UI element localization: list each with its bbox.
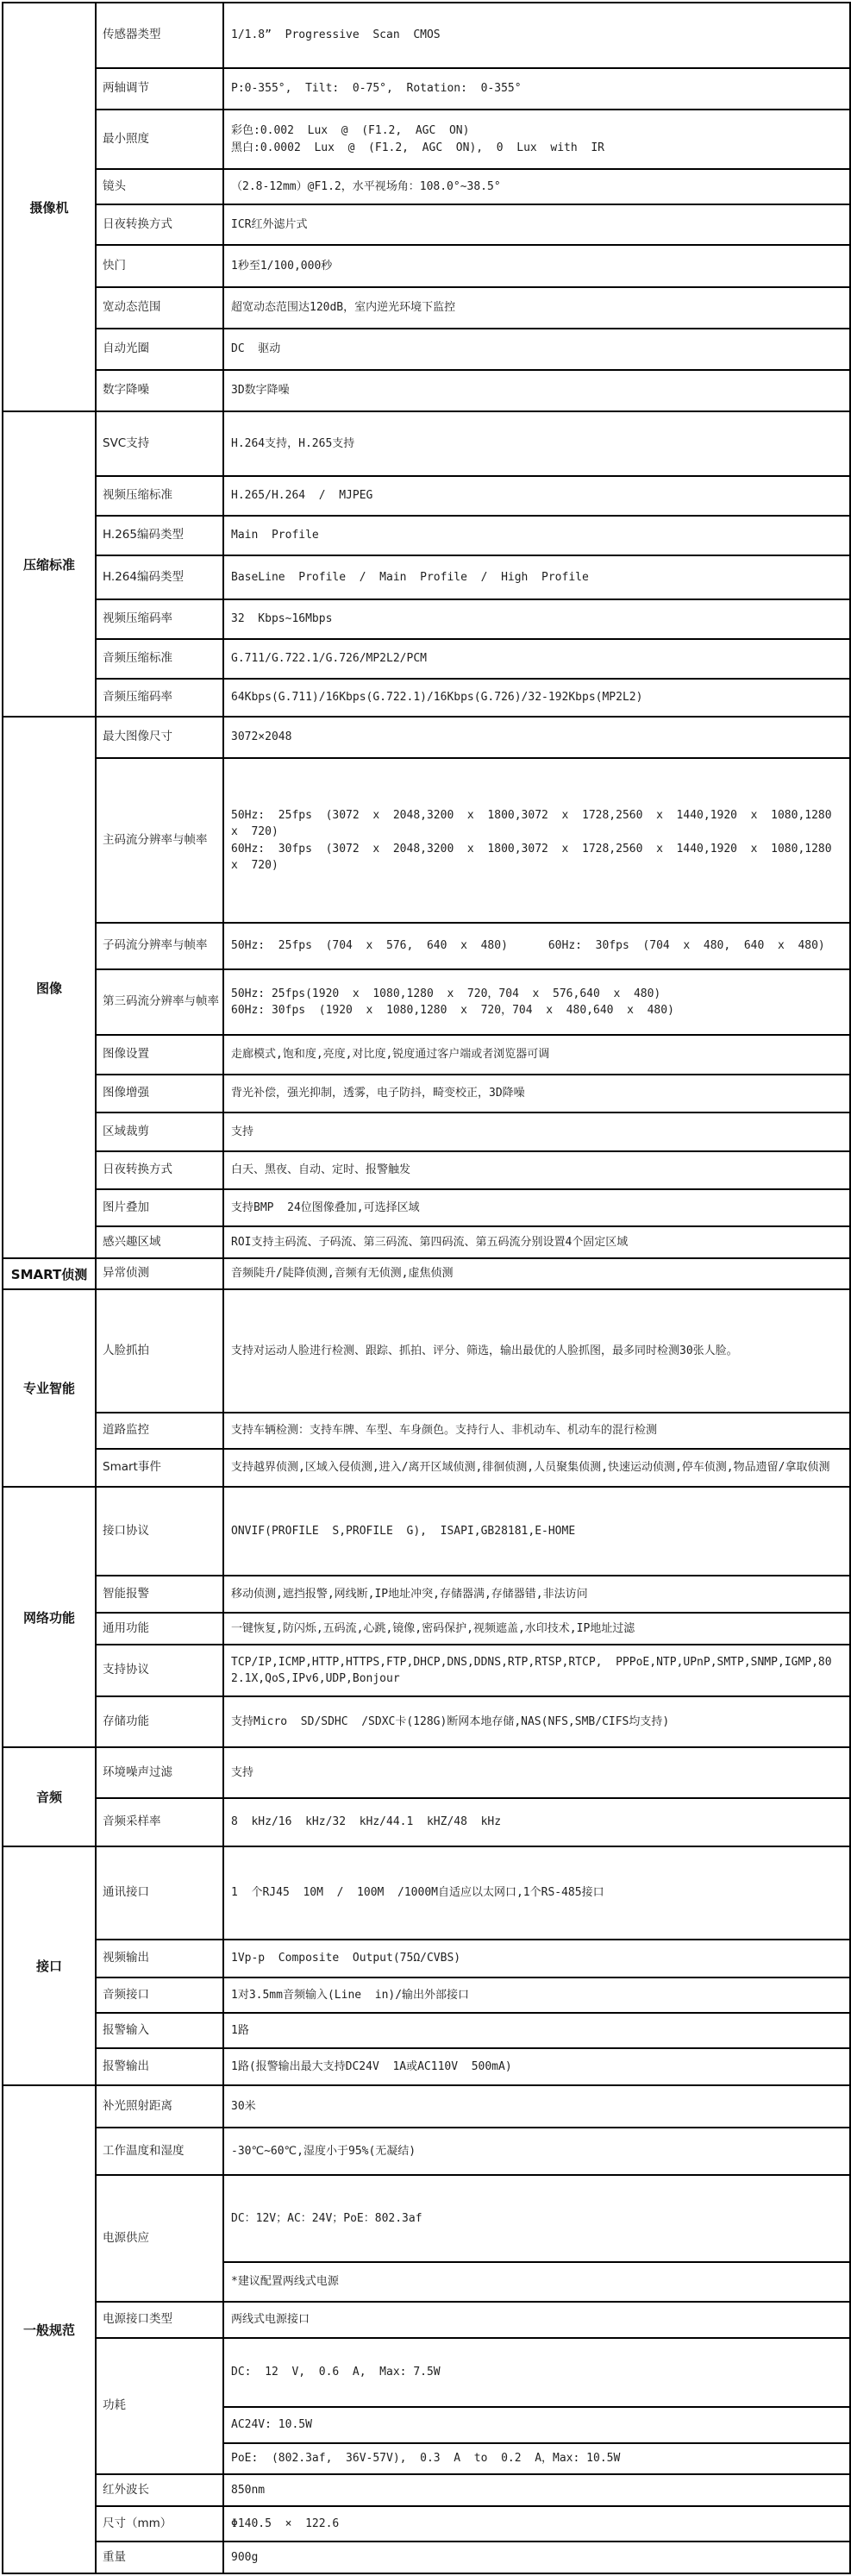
spec-value: DC: 12 V, 0.6 A, Max: 7.5W	[223, 2338, 850, 2407]
spec-row	[3, 1940, 850, 1977]
spec-value: -30℃~60℃,湿度小于95%(无凝结)	[223, 2128, 850, 2175]
spec-value: 音频陡升/陡降侦测,音频有无侦测,虚焦侦测	[223, 1258, 850, 1289]
spec-value: 两线式电源接口	[223, 2302, 850, 2338]
spec-name: 功耗	[96, 2338, 223, 2474]
spec-value: ICR红外滤片式	[223, 204, 850, 245]
spec-name: 日夜转换方式	[96, 204, 223, 245]
spec-name: 传感器类型	[96, 3, 223, 68]
spec-row	[3, 1696, 850, 1747]
spec-value: P:0-355°, Tilt: 0-75°, Rotation: 0-355°	[223, 68, 850, 110]
spec-row	[3, 245, 850, 287]
spec-row	[3, 717, 850, 758]
spec-name: H.264编码类型	[96, 555, 223, 599]
spec-name: 子码流分辨率与帧率	[96, 923, 223, 969]
spec-value: 支持越界侦测,区域入侵侦测,进入/离开区域侦测,徘徊侦测,人员聚集侦测,快速运动侦测,停车侦测,物品遗留/拿取侦测	[223, 1449, 850, 1487]
spec-value: ROI支持主码流、子码流、第三码流、第四码流、第五码流分别设置4个固定区域	[223, 1226, 850, 1258]
spec-value	[223, 969, 850, 1035]
spec-row	[3, 2175, 850, 2262]
spec-value: 移动侦测,遮挡报警,网线断,IP地址冲突,存储器满,存储器错,非法访问	[223, 1576, 850, 1613]
spec-value: 50Hz: 25fps (704 x 576, 640 x 480) 60Hz: 30fps (704 x 480, 640 x 480)	[223, 923, 850, 969]
spec-name: 自动光圈	[96, 329, 223, 370]
spec-row	[3, 1798, 850, 1846]
spec-value: TCP/IP,ICMP,HTTP,HTTPS,FTP,DHCP,DNS,DDNS,RTP,RTSP,RTCP, PPPoE,NTP,UPnP,SMTP,SNMP,IGMP,802.1X,QoS,IPv6,UDP,Bonjour	[223, 1645, 850, 1696]
spec-name: 音频压缩码率	[96, 679, 223, 717]
spec-name: SVC支持	[96, 411, 223, 476]
spec-name: 第三码流分辨率与帧率	[96, 969, 223, 1035]
spec-value: 32 Kbps~16Mbps	[223, 599, 850, 639]
spec-row	[3, 3, 850, 68]
spec-name: 环境噪声过滤	[96, 1747, 223, 1798]
spec-name: 镜头	[96, 169, 223, 204]
spec-name: 感兴趣区域	[96, 1226, 223, 1258]
spec-value: 支持BMP 24位图像叠加,可选择区域	[223, 1189, 850, 1226]
spec-row	[3, 1449, 850, 1487]
spec-table-body	[3, 3, 850, 2573]
spec-value: ONVIF(PROFILE S,PROFILE G), ISAPI,GB28181,E-HOME	[223, 1487, 850, 1576]
spec-value: 1路(报警输出最大支持DC24V 1A或AC110V 500mA)	[223, 2048, 850, 2085]
spec-value: AC24V: 10.5W	[223, 2407, 850, 2443]
spec-name: 最小照度	[96, 110, 223, 169]
spec-row	[3, 1113, 850, 1151]
spec-value: G.711/G.722.1/G.726/MP2L2/PCM	[223, 639, 850, 679]
spec-row	[3, 1075, 850, 1113]
spec-name: 通用功能	[96, 1613, 223, 1645]
spec-value: 3072×2048	[223, 717, 850, 758]
spec-name: 接口协议	[96, 1487, 223, 1576]
spec-sheet	[0, 2, 851, 2574]
spec-value: 支持Micro SD/SDHC /SDXC卡(128G)断网本地存储,NAS(NFS,SMB/CIFS均支持)	[223, 1696, 850, 1747]
spec-row	[3, 2302, 850, 2338]
spec-row	[3, 2128, 850, 2175]
spec-name: 图片叠加	[96, 1189, 223, 1226]
spec-value: 64Kbps(G.711)/16Kbps(G.722.1)/16Kbps(G.726)/32-192Kbps(MP2L2)	[223, 679, 850, 717]
spec-value-line: 60Hz: 30fps (3072 x 2048,3200 x 1800,3072 x 1728,2560 x 1440,1920 x 1080,1280 x 720)	[231, 842, 846, 872]
spec-value: DC：12V；AC：24V；PoE：802.3af	[223, 2175, 850, 2262]
spec-name: 工作温度和湿度	[96, 2128, 223, 2175]
spec-value: 支持车辆检测：支持车牌、车型、车身颜色。支持行人、非机动车、机动车的混行检测	[223, 1413, 850, 1449]
spec-row	[3, 599, 850, 639]
spec-name: 视频压缩码率	[96, 599, 223, 639]
section-label: 接口	[3, 1846, 96, 2085]
spec-name: 图像增强	[96, 1075, 223, 1113]
spec-value: 1/1.8” Progressive Scan CMOS	[223, 3, 850, 68]
spec-value-line: 50Hz: 25fps (3072 x 2048,3200 x 1800,3072 x 1728,2560 x 1440,1920 x 1080,1280 x 720)	[231, 808, 846, 838]
spec-row	[3, 411, 850, 476]
spec-value: BaseLine Profile / Main Profile / High Profile	[223, 555, 850, 599]
section-label: 音频	[3, 1747, 96, 1846]
spec-row	[3, 1645, 850, 1696]
spec-row	[3, 1846, 850, 1940]
spec-row	[3, 555, 850, 599]
spec-value: 850nm	[223, 2474, 850, 2506]
spec-row	[3, 758, 850, 923]
section-label: 一般规范	[3, 2085, 96, 2573]
spec-name: 视频输出	[96, 1940, 223, 1977]
spec-value: Φ140.5 × 122.6	[223, 2506, 850, 2542]
spec-row	[3, 169, 850, 204]
spec-row	[3, 1258, 850, 1289]
spec-value: H.264支持，H.265支持	[223, 411, 850, 476]
spec-row	[3, 1226, 850, 1258]
spec-row	[3, 1747, 850, 1798]
spec-name: 音频采样率	[96, 1798, 223, 1846]
spec-value-line: 60Hz: 30fps (1920 x 1080,1280 x 720，704 x 480,640 x 480)	[231, 1004, 674, 1017]
spec-row	[3, 516, 850, 555]
spec-value	[223, 758, 850, 923]
spec-value: PoE: (802.3af, 36V-57V), 0.3 A to 0.2 A，Max: 10.5W	[223, 2443, 850, 2474]
spec-name: 人脸抓拍	[96, 1289, 223, 1413]
spec-value: 支持	[223, 1747, 850, 1798]
spec-value: 900g	[223, 2542, 850, 2573]
spec-value: 1秒至1/100,000秒	[223, 245, 850, 287]
section-label: 专业智能	[3, 1289, 96, 1487]
spec-value: DC 驱动	[223, 329, 850, 370]
spec-row	[3, 204, 850, 245]
spec-row	[3, 329, 850, 370]
spec-name: 两轴调节	[96, 68, 223, 110]
spec-value: 1路	[223, 2013, 850, 2048]
spec-row	[3, 2013, 850, 2048]
spec-row	[3, 2542, 850, 2573]
spec-name: 报警输入	[96, 2013, 223, 2048]
spec-name: 图像设置	[96, 1035, 223, 1075]
spec-name: 智能报警	[96, 1576, 223, 1613]
spec-value: Main Profile	[223, 516, 850, 555]
spec-name: 最大图像尺寸	[96, 717, 223, 758]
spec-row	[3, 923, 850, 969]
spec-value: 3D数字降噪	[223, 370, 850, 411]
spec-row	[3, 2085, 850, 2128]
spec-row	[3, 1189, 850, 1226]
spec-row	[3, 2506, 850, 2542]
spec-row	[3, 1035, 850, 1075]
spec-name: 视频压缩标准	[96, 476, 223, 516]
spec-value: （2.8-12mm）@F1.2，水平视场角：108.0°~38.5°	[223, 169, 850, 204]
spec-name: 宽动态范围	[96, 287, 223, 329]
spec-row	[3, 1151, 850, 1189]
spec-name: 区域裁剪	[96, 1113, 223, 1151]
spec-value-line: 50Hz: 25fps(1920 x 1080,1280 x 720，704 x 576,640 x 480)	[231, 987, 661, 1000]
spec-value: 超宽动态范围达120dB，室内逆光环境下监控	[223, 287, 850, 329]
spec-name: 重量	[96, 2542, 223, 2573]
spec-row	[3, 2338, 850, 2407]
spec-name: H.265编码类型	[96, 516, 223, 555]
spec-name: 存储功能	[96, 1696, 223, 1747]
spec-row	[3, 639, 850, 679]
spec-name: 电源接口类型	[96, 2302, 223, 2338]
spec-value: 1 个RJ45 10M / 100M /1000M自适应以太网口,1个RS-485接口	[223, 1846, 850, 1940]
spec-name: 红外波长	[96, 2474, 223, 2506]
spec-row	[3, 370, 850, 411]
spec-value: *建议配置两线式电源	[223, 2262, 850, 2302]
spec-value: 支持	[223, 1113, 850, 1151]
spec-row	[3, 969, 850, 1035]
spec-value: 走廊模式,饱和度,亮度,对比度,锐度通过客户端或者浏览器可调	[223, 1035, 850, 1075]
section-label: SMART侦测	[3, 1258, 96, 1289]
spec-name: 日夜转换方式	[96, 1151, 223, 1189]
spec-row	[3, 2048, 850, 2085]
spec-row	[3, 2474, 850, 2506]
spec-name: 快门	[96, 245, 223, 287]
spec-value: 8 kHz/16 kHz/32 kHz/44.1 kHZ/48 kHz	[223, 1798, 850, 1846]
spec-name: 音频压缩标准	[96, 639, 223, 679]
spec-row	[3, 110, 850, 169]
spec-value: 一键恢复,防闪烁,五码流,心跳,镜像,密码保护,视频遮盖,水印技术,IP地址过滤	[223, 1613, 850, 1645]
spec-row	[3, 1289, 850, 1413]
spec-row	[3, 287, 850, 329]
spec-row	[3, 68, 850, 110]
spec-value: H.265/H.264 / MJPEG	[223, 476, 850, 516]
spec-value: 1对3.5mm音频输入(Line in)/输出外部接口	[223, 1977, 850, 2013]
spec-name: 支持协议	[96, 1645, 223, 1696]
spec-name: 补光照射距离	[96, 2085, 223, 2128]
spec-value-line: 彩色:0.002 Lux @ (F1.2, AGC ON)	[231, 124, 470, 137]
spec-row	[3, 1413, 850, 1449]
spec-name: 异常侦测	[96, 1258, 223, 1289]
spec-name: Smart事件	[96, 1449, 223, 1487]
spec-value: 支持对运动人脸进行检测、跟踪、抓拍、评分、筛选，输出最优的人脸抓图，最多同时检测30张人脸。	[223, 1289, 850, 1413]
spec-name: 道路监控	[96, 1413, 223, 1449]
spec-value: 1Vp-p Composite Output(75Ω/CVBS)	[223, 1940, 850, 1977]
spec-name: 数字降噪	[96, 370, 223, 411]
spec-name: 通讯接口	[96, 1846, 223, 1940]
spec-value: 30米	[223, 2085, 850, 2128]
spec-value-line: 黑白:0.0002 Lux @ (F1.2, AGC ON), 0 Lux with IR	[231, 141, 604, 154]
spec-value: 白天、黑夜、自动、定时、报警触发	[223, 1151, 850, 1189]
section-label: 摄像机	[3, 3, 96, 411]
spec-value: 背光补偿，强光抑制，透雾，电子防抖，畸变校正，3D降噪	[223, 1075, 850, 1113]
section-label: 网络功能	[3, 1487, 96, 1747]
spec-name: 音频接口	[96, 1977, 223, 2013]
section-label: 图像	[3, 717, 96, 1258]
spec-row	[3, 679, 850, 717]
spec-value	[223, 110, 850, 169]
spec-table	[2, 2, 851, 2574]
spec-row	[3, 1613, 850, 1645]
spec-name: 报警输出	[96, 2048, 223, 2085]
spec-row	[3, 1576, 850, 1613]
spec-name: 主码流分辨率与帧率	[96, 758, 223, 923]
spec-name: 电源供应	[96, 2175, 223, 2302]
spec-row	[3, 1977, 850, 2013]
spec-row	[3, 476, 850, 516]
spec-row	[3, 1487, 850, 1576]
spec-name: 尺寸（mm）	[96, 2506, 223, 2542]
section-label: 压缩标准	[3, 411, 96, 717]
